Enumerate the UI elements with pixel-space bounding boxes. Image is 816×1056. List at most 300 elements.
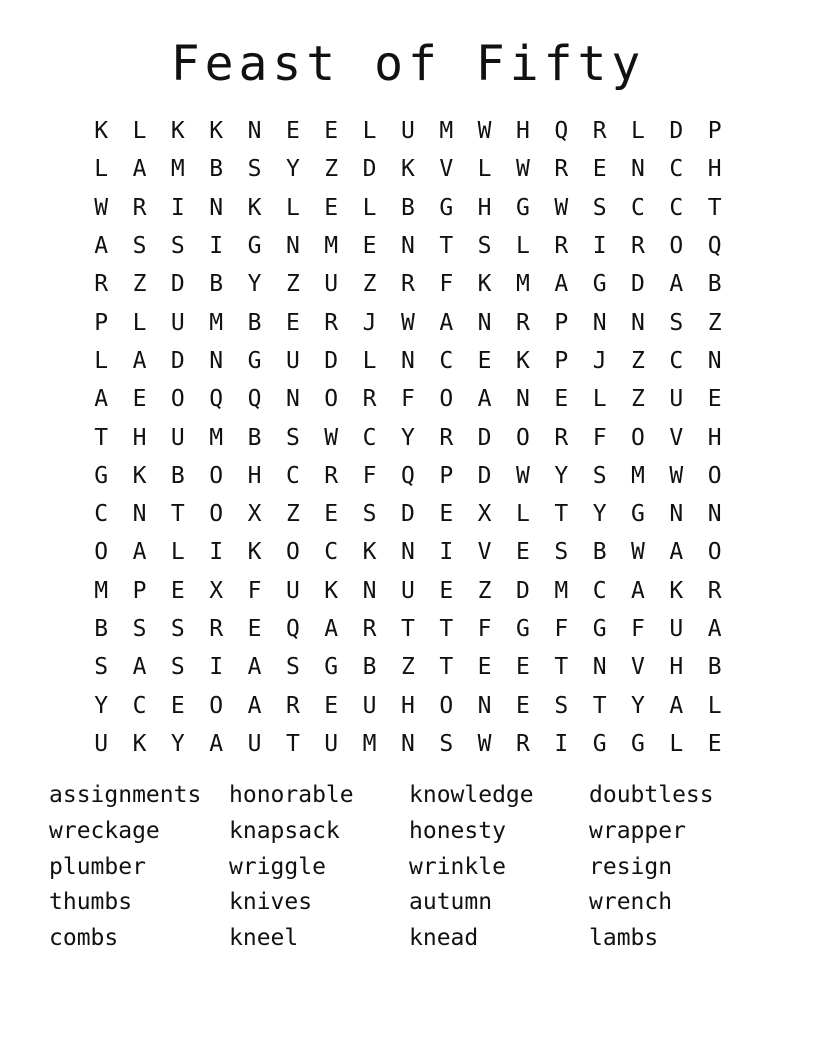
grid-letter: N xyxy=(707,347,722,374)
grid-letter: U xyxy=(247,730,262,757)
word-bank-item: wrench xyxy=(589,889,673,916)
grid-letter: W xyxy=(516,462,530,489)
grid-letter: R xyxy=(362,386,377,413)
grid-letter: U xyxy=(400,577,415,604)
letter-grid xyxy=(82,112,734,763)
grid-letter: C xyxy=(669,347,684,374)
grid-letter: O xyxy=(707,539,722,566)
grid-letter: A xyxy=(554,271,569,298)
grid-letter: T xyxy=(400,616,415,642)
grid-letter: K xyxy=(132,462,147,489)
grid-letter: Q xyxy=(554,118,569,145)
grid-letter: W xyxy=(631,539,645,566)
grid-letter: A xyxy=(94,386,109,413)
grid-letter: U xyxy=(324,730,339,757)
grid-letter: O xyxy=(631,424,645,451)
grid-letter: E xyxy=(439,501,454,528)
grid-letter: L xyxy=(707,692,722,719)
grid-letter: L xyxy=(631,118,645,145)
grid-row xyxy=(82,189,734,227)
grid-letter: Q xyxy=(247,386,262,413)
grid-letter: B xyxy=(400,194,415,221)
grid-letter: N xyxy=(516,386,530,413)
grid-letter: E xyxy=(285,118,300,145)
grid-letter: R xyxy=(362,616,377,642)
grid-letter: M xyxy=(209,424,224,451)
grid-letter: G xyxy=(247,347,262,374)
grid-letter: A xyxy=(132,156,147,183)
grid-letter: E xyxy=(324,118,339,145)
grid-letter: D xyxy=(400,501,415,528)
grid-letter: X xyxy=(477,501,492,528)
grid-letter: L xyxy=(362,194,377,221)
grid-letter: Y xyxy=(285,156,300,183)
grid-letter: R xyxy=(516,730,530,757)
grid-letter: H xyxy=(477,194,492,221)
grid-row xyxy=(82,572,734,610)
grid-letter: C xyxy=(631,194,645,221)
grid-row xyxy=(82,112,734,150)
grid-letter: H xyxy=(132,424,147,451)
grid-letter: B xyxy=(170,462,185,489)
grid-letter: S xyxy=(247,156,262,183)
grid-row xyxy=(82,265,734,303)
grid-letter: S xyxy=(554,692,569,719)
grid-letter: G xyxy=(247,233,262,260)
grid-letter: S xyxy=(554,539,569,566)
grid-letter: K xyxy=(247,539,262,566)
grid-letter: O xyxy=(209,501,224,528)
grid-letter: U xyxy=(324,271,339,298)
grid-letter: L xyxy=(170,539,185,566)
grid-letter: C xyxy=(94,501,109,528)
grid-letter: U xyxy=(362,692,377,719)
grid-letter: F xyxy=(554,616,569,642)
grid-letter: Z xyxy=(707,309,722,336)
grid-letter: A xyxy=(669,692,684,719)
grid-letter: G xyxy=(516,194,530,221)
grid-letter: C xyxy=(285,462,300,489)
grid-letter: Q xyxy=(400,462,415,489)
grid-letter: S xyxy=(362,501,377,528)
grid-letter: W xyxy=(477,730,492,757)
grid-letter: Y xyxy=(631,692,645,719)
grid-letter: E xyxy=(324,692,339,719)
grid-letter: A xyxy=(247,654,262,681)
grid-letter: B xyxy=(362,654,377,681)
grid-letter: N xyxy=(247,118,262,145)
grid-letter: U xyxy=(285,347,300,374)
word-bank-item: wreckage xyxy=(49,817,160,844)
grid-letter: U xyxy=(669,386,684,413)
grid-letter: Y xyxy=(94,692,109,719)
grid-letter: O xyxy=(707,462,722,489)
grid-letter: R xyxy=(324,462,339,489)
grid-letter: L xyxy=(132,118,147,145)
grid-letter: C xyxy=(439,347,454,374)
grid-letter: F xyxy=(362,462,377,489)
grid-letter: S xyxy=(170,654,185,681)
grid-letter: D xyxy=(477,424,492,451)
grid-letter: Y xyxy=(400,424,415,451)
grid-letter: E xyxy=(170,692,185,719)
grid-letter: C xyxy=(669,194,684,221)
grid-letter: K xyxy=(362,539,377,566)
grid-letter: L xyxy=(516,233,530,260)
grid-letter: H xyxy=(516,118,530,145)
grid-letter: F xyxy=(631,616,645,642)
word-bank-item: combs xyxy=(49,925,119,952)
grid-letter: E xyxy=(132,386,147,413)
grid-letter: O xyxy=(209,692,224,719)
grid-letter: N xyxy=(285,233,300,260)
grid-letter: Z xyxy=(285,501,300,528)
grid-row xyxy=(82,418,734,456)
grid-letter: R xyxy=(631,233,645,260)
grid-letter: A xyxy=(477,386,492,413)
grid-letter: A xyxy=(324,616,339,642)
grid-letter: A xyxy=(132,654,147,681)
grid-letter: O xyxy=(439,386,454,413)
word-bank-item: lambs xyxy=(589,925,659,952)
grid-letter: C xyxy=(324,539,339,566)
grid-letter: Y xyxy=(247,271,262,298)
grid-letter: B xyxy=(707,654,722,681)
grid-letter: V xyxy=(669,424,684,451)
grid-letter: D xyxy=(324,347,339,374)
grid-letter: O xyxy=(669,233,684,260)
grid-letter: I xyxy=(209,539,224,566)
grid-letter: D xyxy=(477,462,492,489)
grid-letter: Z xyxy=(285,271,300,298)
word-bank-item: resign xyxy=(589,853,673,880)
grid-letter: A xyxy=(631,577,645,604)
grid-letter: M xyxy=(554,577,569,604)
grid-letter: Q xyxy=(285,616,300,642)
word-bank-item: knowledge xyxy=(409,782,534,808)
grid-letter: I xyxy=(592,233,607,260)
grid-letter: S xyxy=(669,309,684,336)
grid-row xyxy=(82,380,734,418)
grid-letter: P xyxy=(707,118,722,145)
grid-letter: U xyxy=(94,730,109,757)
grid-letter: T xyxy=(439,233,454,260)
grid-letter: Z xyxy=(631,386,645,413)
grid-letter: U xyxy=(669,616,684,642)
grid-letter: N xyxy=(400,539,415,566)
grid-row xyxy=(82,457,734,495)
grid-letter: U xyxy=(170,309,185,336)
grid-letter: W xyxy=(324,424,339,451)
grid-letter: N xyxy=(477,309,492,336)
grid-row xyxy=(82,686,734,724)
grid-letter: B xyxy=(209,271,224,298)
grid-letter: I xyxy=(209,654,224,681)
grid-row xyxy=(82,533,734,571)
grid-letter: C xyxy=(592,577,607,604)
grid-letter: F xyxy=(477,616,492,642)
grid-letter: A xyxy=(132,539,147,566)
grid-letter: K xyxy=(132,730,147,757)
grid-letter: T xyxy=(554,501,569,528)
grid-letter: I xyxy=(209,233,224,260)
grid-letter: S xyxy=(170,616,185,642)
grid-letter: E xyxy=(707,386,722,413)
grid-letter: D xyxy=(516,577,530,604)
grid-letter: L xyxy=(362,347,377,374)
grid-letter: E xyxy=(592,156,607,183)
grid-letter: D xyxy=(170,347,185,374)
grid-letter: T xyxy=(94,424,109,451)
grid-row xyxy=(82,342,734,380)
word-bank-item: doubtless xyxy=(589,782,714,808)
word-bank xyxy=(49,778,769,957)
grid-letter: B xyxy=(592,539,607,566)
grid-letter: R xyxy=(285,692,300,719)
grid-letter: C xyxy=(669,156,684,183)
grid-letter: N xyxy=(631,309,645,336)
grid-row xyxy=(82,227,734,265)
grid-letter: L xyxy=(477,156,492,183)
grid-letter: S xyxy=(592,194,607,221)
grid-letter: L xyxy=(132,309,147,336)
grid-letter: Y xyxy=(170,730,185,757)
grid-letter: T xyxy=(170,501,185,528)
grid-letter: M xyxy=(170,156,185,183)
grid-letter: L xyxy=(592,386,607,413)
grid-letter: U xyxy=(170,424,185,451)
grid-letter: L xyxy=(285,194,300,221)
grid-letter: E xyxy=(554,386,569,413)
grid-letter: K xyxy=(516,347,530,374)
grid-letter: T xyxy=(439,616,454,642)
grid-letter: S xyxy=(132,616,147,642)
grid-letter: T xyxy=(707,194,722,221)
grid-letter: G xyxy=(592,271,607,298)
grid-letter: G xyxy=(592,730,607,757)
grid-letter: H xyxy=(707,424,722,451)
grid-row xyxy=(82,648,734,686)
grid-letter: E xyxy=(324,194,339,221)
grid-letter: A xyxy=(669,539,684,566)
grid-letter: W xyxy=(554,194,569,221)
grid-letter: N xyxy=(400,233,415,260)
grid-letter: N xyxy=(285,386,300,413)
grid-letter: D xyxy=(631,271,645,298)
grid-letter: G xyxy=(439,194,454,221)
grid-letter: F xyxy=(439,271,454,298)
grid-letter: S xyxy=(170,233,185,260)
grid-letter: R xyxy=(554,424,569,451)
grid-letter: E xyxy=(170,577,185,604)
grid-letter: T xyxy=(592,692,607,719)
grid-letter: K xyxy=(400,156,415,183)
grid-letter: V xyxy=(439,156,454,183)
grid-row xyxy=(82,725,734,763)
grid-letter: E xyxy=(477,654,492,681)
grid-letter: P xyxy=(439,462,454,489)
grid-letter: B xyxy=(209,156,224,183)
grid-letter: M xyxy=(439,118,454,145)
grid-letter: P xyxy=(132,577,147,604)
word-bank-item: assignments xyxy=(49,782,202,808)
grid-letter: A xyxy=(439,309,454,336)
grid-letter: W xyxy=(477,118,492,145)
grid-row xyxy=(82,303,734,341)
grid-letter: R xyxy=(132,194,147,221)
grid-letter: N xyxy=(592,654,607,681)
grid-letter: R xyxy=(554,233,569,260)
grid-letter: L xyxy=(516,501,530,528)
word-bank-item: thumbs xyxy=(49,889,133,916)
grid-letter: K xyxy=(247,194,262,221)
grid-letter: Z xyxy=(324,156,339,183)
grid-letter: A xyxy=(132,347,147,374)
grid-letter: K xyxy=(209,118,224,145)
grid-letter: G xyxy=(592,616,607,642)
grid-letter: N xyxy=(209,347,224,374)
grid-letter: T xyxy=(439,654,454,681)
grid-letter: P xyxy=(554,309,569,336)
grid-letter: E xyxy=(516,692,530,719)
grid-letter: B xyxy=(247,424,262,451)
grid-letter: I xyxy=(439,539,454,566)
grid-row xyxy=(82,495,734,533)
grid-letter: E xyxy=(285,309,300,336)
grid-letter: V xyxy=(631,654,645,681)
grid-letter: S xyxy=(132,233,147,260)
grid-letter: P xyxy=(94,309,109,336)
grid-letter: O xyxy=(324,386,339,413)
puzzle-title: Feast of Fifty xyxy=(170,36,646,92)
grid-letter: E xyxy=(247,616,262,642)
grid-letter: J xyxy=(592,347,607,374)
grid-letter: S xyxy=(439,730,454,757)
grid-letter: K xyxy=(94,118,109,145)
grid-letter: M xyxy=(516,271,530,298)
grid-letter: E xyxy=(516,539,530,566)
grid-letter: N xyxy=(362,577,377,604)
grid-letter: G xyxy=(631,501,645,528)
grid-letter: C xyxy=(132,692,147,719)
grid-letter: F xyxy=(247,577,262,604)
grid-letter: X xyxy=(209,577,224,604)
grid-letter: W xyxy=(400,309,415,336)
grid-letter: N xyxy=(400,730,415,757)
grid-letter: H xyxy=(707,156,722,183)
grid-letter: J xyxy=(362,309,377,336)
grid-letter: U xyxy=(285,577,300,604)
grid-letter: Z xyxy=(477,577,492,604)
grid-letter: R xyxy=(209,616,224,642)
grid-letter: K xyxy=(170,118,185,145)
grid-letter: D xyxy=(669,118,684,145)
grid-letter: T xyxy=(285,730,300,757)
grid-letter: G xyxy=(516,616,530,642)
grid-letter: S xyxy=(592,462,607,489)
grid-letter: S xyxy=(94,654,109,681)
grid-letter: D xyxy=(170,271,185,298)
grid-letter: Y xyxy=(592,501,607,528)
grid-letter: A xyxy=(669,271,684,298)
grid-letter: H xyxy=(669,654,684,681)
grid-letter: W xyxy=(669,462,684,489)
grid-letter: M xyxy=(631,462,645,489)
grid-letter: O xyxy=(94,539,109,566)
grid-letter: R xyxy=(94,271,109,298)
word-bank-item: knead xyxy=(409,925,479,952)
word-bank-item: kneel xyxy=(229,925,299,952)
grid-letter: A xyxy=(707,616,722,642)
grid-letter: O xyxy=(439,692,454,719)
word-bank-item: wrinkle xyxy=(409,853,506,880)
grid-letter: Z xyxy=(631,347,645,374)
grid-letter: N xyxy=(669,501,684,528)
grid-letter: O xyxy=(209,462,224,489)
grid-letter: E xyxy=(477,347,492,374)
word-bank-item: wrapper xyxy=(589,817,686,844)
grid-letter: F xyxy=(400,386,415,413)
grid-letter: A xyxy=(247,692,262,719)
grid-letter: R xyxy=(400,271,415,298)
grid-letter: S xyxy=(477,233,492,260)
grid-letter: M xyxy=(94,577,109,604)
grid-row xyxy=(82,610,734,648)
grid-letter: B xyxy=(94,616,109,642)
grid-letter: Y xyxy=(554,462,569,489)
grid-letter: W xyxy=(94,194,109,221)
grid-letter: T xyxy=(554,654,569,681)
grid-letter: R xyxy=(554,156,569,183)
grid-letter: G xyxy=(324,654,339,681)
grid-letter: N xyxy=(477,692,492,719)
grid-letter: I xyxy=(554,730,569,757)
grid-letter: B xyxy=(247,309,262,336)
grid-letter: O xyxy=(170,386,185,413)
grid-letter: R xyxy=(324,309,339,336)
grid-letter: V xyxy=(477,539,492,566)
word-bank-item: autumn xyxy=(409,889,493,916)
grid-letter: A xyxy=(209,730,224,757)
grid-letter: G xyxy=(94,462,109,489)
grid-letter: H xyxy=(400,692,415,719)
grid-letter: L xyxy=(362,118,377,145)
grid-letter: S xyxy=(285,424,300,451)
grid-letter: Z xyxy=(132,271,147,298)
grid-letter: E xyxy=(707,730,722,757)
grid-letter: E xyxy=(516,654,530,681)
grid-letter: A xyxy=(94,233,109,260)
word-bank-item: knives xyxy=(229,889,313,916)
grid-letter: Q xyxy=(209,386,224,413)
grid-letter: N xyxy=(707,501,722,528)
grid-letter: L xyxy=(669,730,684,757)
word-bank-item: plumber xyxy=(49,853,146,880)
word-bank-item: honorable xyxy=(229,782,354,808)
grid-letter: N xyxy=(592,309,607,336)
grid-letter: K xyxy=(324,577,339,604)
grid-letter: R xyxy=(439,424,454,451)
grid-letter: L xyxy=(94,347,109,374)
grid-letter: I xyxy=(170,194,185,221)
grid-letter: C xyxy=(362,424,377,451)
grid-letter: W xyxy=(516,156,530,183)
grid-letter: N xyxy=(209,194,224,221)
grid-letter: P xyxy=(554,347,569,374)
grid-letter: L xyxy=(94,156,109,183)
grid-letter: N xyxy=(631,156,645,183)
grid-letter: O xyxy=(516,424,530,451)
